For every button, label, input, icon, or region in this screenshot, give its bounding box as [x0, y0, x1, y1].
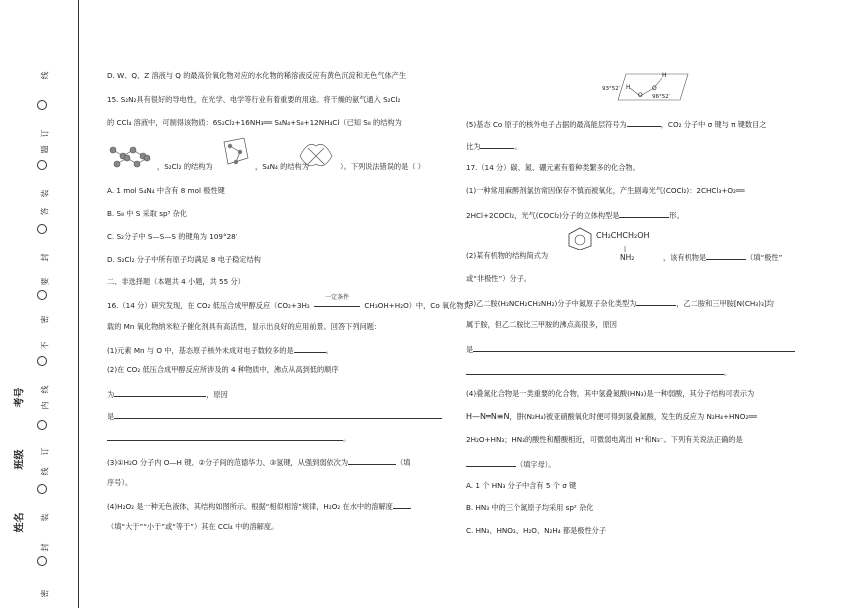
hn3-structure: H—N═N≡N — [466, 412, 510, 421]
binding-circle — [37, 556, 47, 566]
q16-part4 — [107, 500, 411, 512]
q17-part4-d — [466, 458, 556, 470]
q15-option-a: A. 1 mol S₄N₄ 中含有 8 mol 极性键 — [107, 186, 225, 195]
period: 。 — [514, 142, 522, 151]
h2o2-atom-o1: O — [652, 85, 657, 92]
binding-line — [78, 0, 79, 608]
answer-blank[interactable] — [706, 251, 746, 260]
organic-formula-top: CH₂CHCH₂OH — [596, 231, 650, 240]
binding-char: 装 — [40, 513, 50, 522]
h2o2-atom-o2: O — [638, 92, 643, 99]
binding-char: 答 — [40, 207, 50, 216]
answer-blank[interactable] — [466, 458, 516, 467]
q15-question: ）。下列说法错误的是（ ） — [340, 162, 425, 171]
q15-s4n4-label: ，S₄N₄ 的结构为 — [255, 162, 309, 171]
q17-part3-shi: 是 — [466, 345, 474, 354]
q16-part1-text: (1)元素 Mn 与 O 中，基态原子核外未成对电子数较多的是 — [107, 346, 294, 355]
binding-circle — [37, 160, 47, 170]
q17-stem: 17.（14 分）碳、氮、硼元素有着种类繁多的化合物。 — [466, 163, 640, 172]
answer-blank[interactable] — [114, 388, 206, 397]
reaction-condition: 一定条件 — [325, 294, 350, 301]
q17-part3-reason — [466, 343, 795, 355]
period: 。 — [343, 434, 351, 443]
binding-char: 订 — [40, 447, 50, 456]
q17-option-c: C. HN₃、HNO₂、H₂O、N₂H₄ 都是极性分子 — [466, 526, 607, 535]
binding-char: 封 — [40, 253, 50, 262]
q16-part1 — [107, 344, 333, 356]
q17-part1-b — [466, 209, 684, 221]
name-label: 姓名 — [14, 512, 26, 533]
class-label: 班级 — [14, 449, 26, 470]
q16-part2-reason-line — [107, 410, 442, 422]
s2cl2-structure-diagram — [218, 136, 252, 170]
q16-stem-2: 载的 Mn 氧化物纳米粒子催化剂具有高活性，显示出良好的应用前景。回答下列问题： — [107, 322, 382, 331]
answer-blank[interactable] — [480, 140, 514, 149]
organic-formula-bond: | — [624, 246, 627, 253]
q16-part5-text-2: ，CO₂ 分子中 σ 键与 π 键数目之 — [660, 120, 767, 129]
q17-part4-fill: （填字母）。 — [516, 460, 556, 469]
answer-blank[interactable] — [114, 410, 442, 419]
q17-part3-b: 属于胺，但乙二胺比三甲胺的沸点高很多，原因 — [466, 320, 617, 329]
answer-blank[interactable] — [627, 118, 661, 127]
binding-char: 线 — [40, 467, 50, 476]
q16-part2-reason: ，原因 — [206, 390, 228, 399]
binding-char: 装 — [40, 189, 50, 198]
q15-option-d: D. S₂Cl₂ 分子中所有原子均满足 8 电子稳定结构 — [107, 255, 261, 264]
q16-part2-answer — [107, 388, 228, 400]
q15-option-b: B. S₈ 中 S 采取 sp³ 杂化 — [107, 209, 188, 218]
binding-char: 内 — [40, 401, 50, 410]
period: 。 — [724, 368, 732, 377]
q17-part3 — [466, 297, 774, 309]
q16-stem-b: CH₃OH+H₂O）中，Co 氧化物负 — [364, 301, 471, 310]
q16-part2-reason-line-2 — [107, 432, 350, 444]
q16-part3-fill: （填 — [396, 458, 411, 467]
q17-part2-fill: （填“极性” — [746, 253, 783, 262]
binding-char: 不 — [40, 341, 50, 350]
answer-blank[interactable] — [466, 366, 724, 375]
q17-part1-end: 形。 — [669, 211, 684, 220]
answer-blank[interactable] — [393, 500, 411, 509]
answer-blank[interactable] — [107, 432, 343, 441]
q16-part2-shi: 是 — [107, 412, 115, 421]
option-d-q14: D. W、Q、Z 溶液与 Q 的最高价氧化物对应的水化物的稀溶液反应有黄色沉淀和无色气体产生 — [107, 71, 407, 80]
binding-circle — [37, 290, 47, 300]
q17-part1-text: 2HCl+2COCl₂，光气(COCl₂)分子的立体构型是 — [466, 211, 620, 220]
q17-part4-c: 2H₂O+HN₃；HN₃的酸性和醋酸相近，可微弱电离出 H⁺和N₃⁻。下列有关说法正确的是 — [466, 435, 743, 444]
q16-part3-text: (3)①H₂O 分子内 O—H 键、②分子间的范德华力、③氢键，从强到弱依次为 — [107, 458, 349, 467]
binding-char: 要 — [40, 277, 50, 286]
section-header-nonchoice: 二、非选择题（本题共 4 小题，共 55 分） — [107, 277, 245, 286]
s8-structure-diagram — [107, 142, 155, 172]
benzene-ring-icon — [566, 226, 594, 250]
binding-char: 密 — [40, 315, 50, 324]
answer-blank[interactable] — [619, 209, 669, 218]
h2o2-structure-diagram — [600, 66, 690, 112]
q17-part3-reason-2 — [466, 366, 731, 378]
q16-part5-bi: 比为 — [466, 142, 481, 151]
q17-option-b: B. HN₃ 中的三个氮原子均采用 sp² 杂化 — [466, 503, 594, 512]
binding-char: 线 — [40, 385, 50, 394]
binding-char: 题 — [40, 145, 50, 154]
organic-formula-bottom: NH₂ — [620, 253, 635, 262]
q17-part2-end: 或“非极性”）分子。 — [466, 274, 531, 283]
binding-char: 订 — [40, 129, 50, 138]
q16-part4-end: （填“大于”“小于”或“等于”）其在 CCl₄ 中的溶解度。 — [107, 522, 279, 531]
answer-blank[interactable] — [294, 344, 326, 353]
binding-char: 密 — [40, 589, 50, 598]
binding-char: 封 — [40, 543, 50, 552]
q17-part4: (4)叠氮化合物是一类重要的化合物，其中氢叠氮酸(HN₃)是一种弱酸，其分子结构可表示为 — [466, 389, 755, 398]
q16-part4-text: (4)H₂O₂ 是一种无色液体，其结构如图所示。根据“相似相溶”规律，H₂O₂ 在水中的溶解度 — [107, 502, 393, 511]
q16-part5-end — [466, 140, 522, 152]
binding-circle — [37, 484, 47, 494]
q16-part3-end: 序号）。 — [107, 478, 133, 487]
binding-circle — [37, 356, 47, 366]
answer-blank[interactable] — [348, 456, 396, 465]
binding-margin — [0, 0, 80, 608]
q16-part1-end: 。 — [325, 346, 333, 355]
h2o2-atom-h2: H — [626, 84, 631, 91]
answer-blank[interactable] — [473, 343, 795, 352]
reaction-arrow — [312, 294, 362, 311]
q15-option-c: C. S₂分子中 S—S—S 的键角为 109°28′ — [107, 232, 238, 241]
q17-part3-text-2: ，乙二胺和三甲胺[N(CH₃)₃]均 — [676, 299, 774, 308]
q15-stem-2: 的 CCl₄ 溶液中，可制得该物质：6S₂Cl₂+16NH₃══ S₄N₄+S₈+12NH₄Cl（已知 S₈ 的结构为 — [107, 118, 402, 127]
q16-part3 — [107, 456, 410, 468]
q15-stem: 15. S₂N₂具有很好的导电性，在光学、电学等行业有着重要的用途。将干燥的氨气通入 S₂Cl₂ — [107, 95, 401, 104]
binding-char: 线 — [40, 71, 50, 80]
q17-part1: (1)一种常用麻醉剂氯仿常因保存不慎而被氧化，产生剧毒光气(COCl₂)：2CHCl₃+O₂══ — [466, 186, 745, 195]
q16-part5-text: (5)基态 Co 原子的核外电子占据的最高能层符号为 — [466, 120, 627, 129]
q16-stem-a: 16.（14 分）研究发现，在 CO₂ 低压合成甲醇反应（CO₂+3H₂ — [107, 301, 310, 310]
binding-circle — [37, 420, 47, 430]
h2o2-angle-2: 96°52′ — [652, 94, 670, 100]
h2o2-atom-h1: H — [662, 72, 667, 79]
q17-part2-b — [663, 251, 782, 263]
q17-part4-b — [466, 412, 757, 422]
binding-circle — [37, 224, 47, 234]
q16-part2-wei: 为 — [107, 390, 115, 399]
q17-part2-text: ，该有机物是 — [663, 253, 707, 262]
q17-option-a: A. 1 个 HN₃ 分子中含有 5 个 σ 键 — [466, 481, 577, 490]
binding-circle — [37, 100, 47, 110]
q16-stem — [107, 294, 471, 311]
q17-part4-text: ，肼(N₂H₄)被亚硝酸氧化时便可得到氢叠氮酸，发生的反应为 N₂H₄+HNO₂══ — [509, 412, 757, 421]
q17-part3-text: (3)乙二胺(H₂NCH₂CH₂NH₂)分子中氮原子杂化类型为 — [466, 299, 637, 308]
s4n4-structure-diagram — [294, 136, 338, 172]
q16-part5 — [466, 118, 766, 130]
q17-part2-a: (2)某有机物的结构简式为 — [466, 251, 549, 260]
answer-blank[interactable] — [636, 297, 676, 306]
q16-part2: (2)在 CO₂ 低压合成甲醇反应所涉及的 4 种物质中，沸点从高到低的顺序 — [107, 365, 339, 374]
exam-number-label: 考号 — [14, 387, 26, 408]
h2o2-angle-1: 93°52′ — [602, 86, 620, 92]
q15-s2cl2-label: ，S₂Cl₂ 的结构为 — [157, 162, 213, 171]
